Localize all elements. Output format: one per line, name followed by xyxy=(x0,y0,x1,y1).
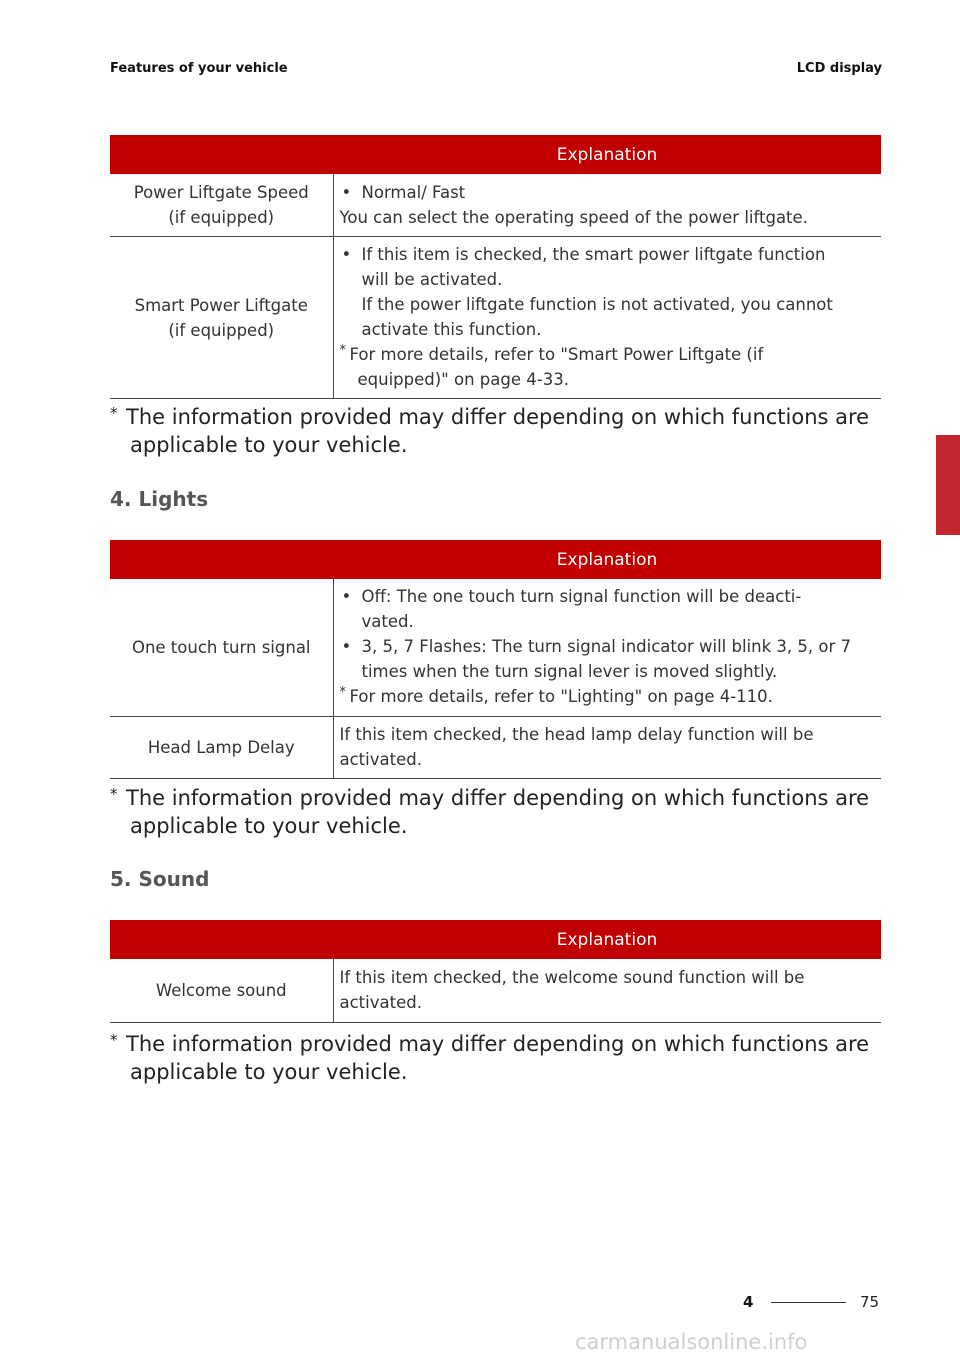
section-heading-sound: 5. Sound xyxy=(110,867,210,891)
table-header-row xyxy=(110,920,881,959)
setting-name-cell: Smart Power Liftgate (if equipped) xyxy=(110,237,333,399)
table-row xyxy=(110,579,881,716)
footnote: * The information provided may differ depending on which functions are applicable to your vehicle. xyxy=(110,403,870,459)
footer-chapter-number: 4 xyxy=(743,1293,754,1311)
settings-table-lights xyxy=(110,540,881,779)
table-header-row xyxy=(110,540,881,579)
setting-name-cell: Welcome sound xyxy=(110,959,333,1022)
settings-table-sound xyxy=(110,920,881,1023)
table-row xyxy=(110,716,881,778)
setting-name-cell: Power Liftgate Speed (if equipped) xyxy=(110,174,333,237)
table-header-blank xyxy=(110,920,333,959)
bullet-item: • Off: The one touch turn signal function will be deacti- xyxy=(340,584,874,609)
bullet-item: • Normal/ Fast xyxy=(340,180,874,205)
explanation-text: You can select the operating speed of the power liftgate. xyxy=(339,207,808,227)
table-header-explanation: Explanation xyxy=(333,540,881,579)
table-header-blank xyxy=(110,540,333,579)
settings-table-liftgate xyxy=(110,135,881,399)
watermark-text: carmanualsonline.info xyxy=(575,1330,808,1354)
bullet-item: • If this item is checked, the smart power liftgate function xyxy=(340,242,874,267)
asterisk-mark: * xyxy=(110,1031,118,1049)
setting-explanation-cell: • Off: The one touch turn signal function will be deacti- vated. • 3, 5, 7 Flashes: The turn signal indicator will blink 3, 5, or 7 times when the turn signal lever is moved slightly. * For more details, refer to "Lighting" on page 4-110. xyxy=(333,579,881,716)
setting-explanation-cell: • If this item is checked, the smart power liftgate function will be activated. If the power liftgate function is not activated, you cannot activate this function. * For more details, refer to "Smart Power Liftgate (if equipped)" on page 4-33. xyxy=(333,237,881,399)
setting-explanation-cell: If this item checked, the welcome sound function will be activated. xyxy=(333,959,881,1022)
setting-name-cell: Head Lamp Delay xyxy=(110,716,333,778)
chapter-thumb-number: 4 xyxy=(941,512,955,534)
table-header-explanation: Explanation xyxy=(333,135,881,174)
section-heading-lights: 4. Lights xyxy=(110,487,209,511)
footnote: * The information provided may differ depending on which functions are applicable to your vehicle. xyxy=(110,784,870,840)
table-row xyxy=(110,237,881,399)
table-header-explanation: Explanation xyxy=(333,920,881,959)
asterisk-mark: * xyxy=(110,404,118,422)
setting-explanation-cell: If this item checked, the head lamp delay function will be activated. xyxy=(333,716,881,778)
setting-name-cell: One touch turn signal xyxy=(110,579,333,716)
table-row xyxy=(110,959,881,1022)
reference-note: * For more details, refer to "Lighting" on page 4-110. xyxy=(340,684,874,709)
running-header-section: Features of your vehicle xyxy=(110,61,288,76)
table-row xyxy=(110,174,881,237)
asterisk-mark: * xyxy=(110,785,118,803)
table-header-row xyxy=(110,135,881,174)
setting-explanation-cell xyxy=(333,174,881,237)
footnote: * The information provided may differ depending on which functions are applicable to your vehicle. xyxy=(110,1030,870,1086)
bullet-item: • 3, 5, 7 Flashes: The turn signal indicator will blink 3, 5, or 7 xyxy=(340,634,874,659)
table-header-blank xyxy=(110,135,333,174)
reference-note: * For more details, refer to "Smart Power Liftgate (if xyxy=(340,342,874,367)
running-header-topic: LCD display xyxy=(796,61,882,76)
footer-page-number: 75 xyxy=(860,1293,880,1311)
footer-divider xyxy=(771,1302,846,1303)
